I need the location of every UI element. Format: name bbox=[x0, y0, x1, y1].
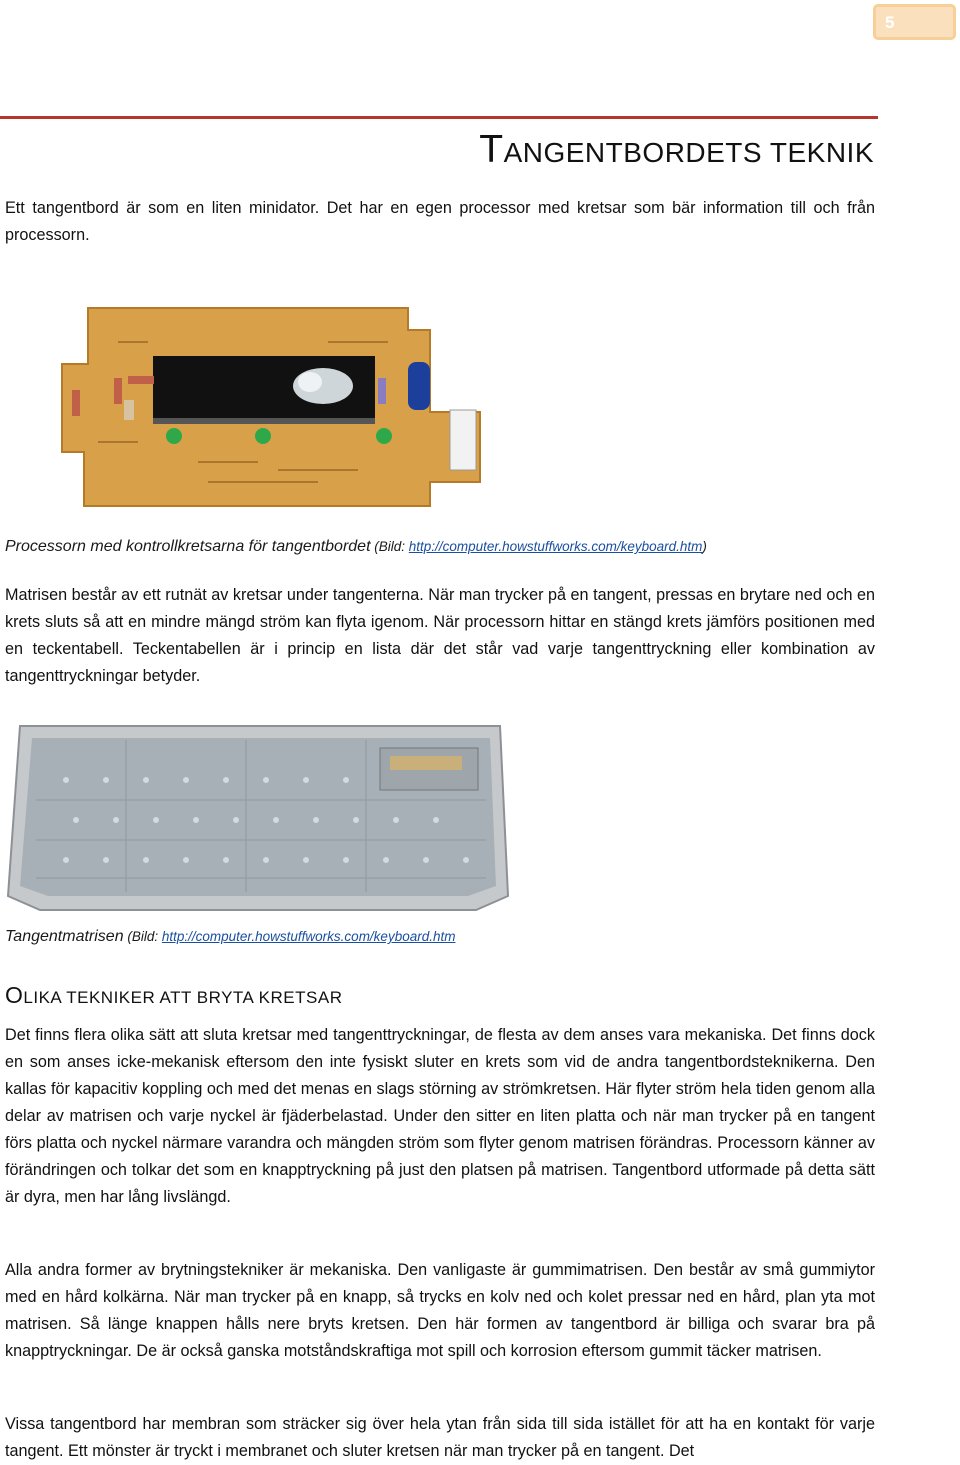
section-heading bbox=[5, 982, 342, 1009]
section-heading-rest: LIKA TEKNIKER ATT BRYTA KRETSAR bbox=[23, 988, 343, 1007]
figure-1-caption bbox=[5, 538, 707, 556]
page-title bbox=[479, 128, 874, 172]
keyboard-matrix-image bbox=[6, 720, 510, 916]
page-number-badge bbox=[873, 4, 956, 40]
keyboard-controller-board-image bbox=[58, 302, 488, 512]
matrix-paragraph: Matrisen består av ett rutnät av kretsar under tangenterna. När man trycker på en tangent, pressas en brytare ned och en krets sluts så att en mindre mängd ström kan flyta igenom. När processorn hittar en stängd krets jämförs positionen med en teckentabell. Teckentabellen är i princip en lista där det står vad varje tangenttryckning eller kombination av tangenttryckningar betyder. bbox=[5, 586, 875, 685]
section-heading-initial: O bbox=[5, 982, 24, 1008]
figure-2-source-prefix: (Bild: bbox=[123, 929, 162, 944]
figure-2-source-link[interactable]: http://computer.howstuffworks.com/keyboard.htm bbox=[161, 929, 456, 944]
capacitive-paragraph: Det finns flera olika sätt att sluta kretsar med tangenttryckningar, de flesta av dem anses vara mekaniska. Det finns dock en som anses icke-mekanisk eftersom den inte fysiskt sluter en krets som vid de andra tangentbordsteknikerna. Den kallas för kapacitiv koppling och med det menas en slags störning av strömkretsen. Här flyter ström hela tiden genom alla delar av matrisen och varje nyckel är fjäderbelastad. Under den sitter en liten platta och när man trycker på en tangent förs platta och nyckel närmare varandra och mängden ström som flyter genom matrisen förändras. Processorn känner av förändringen och tolkar det som en knapptryckning på just den platsen på matrisen. Tangentbord utformade på detta sätt är dyra, men har lång livslängd. bbox=[5, 1026, 875, 1206]
figure-1-caption-text: Processorn med kontrollkretsarna för tangentbordet bbox=[5, 538, 371, 555]
header-rule bbox=[0, 116, 878, 119]
figure-1-source-link[interactable]: http://computer.howstuffworks.com/keyboard.htm bbox=[408, 539, 703, 554]
intro-paragraph: Ett tangentbord är som en liten minidator. Det har en egen processor med kretsar som bär information till och från processorn. bbox=[5, 199, 875, 244]
rubber-dome-paragraph: Alla andra former av brytningstekniker är mekaniska. Den vanligaste är gummimatrisen. Den består av små gummiytor med en hård kolkärna. När man trycker på en knapp, så trycks en kolv ned och kolet pressar ned en hård, plan yta mot matrisen. Så länge knappen hålls nere bryts kretsen. Den här formen av tangentbord är billiga och svarar bra på knapptryckningar. De är också ganska motståndskraftiga mot spill och korrosion eftersom gummit täcker matrisen. bbox=[5, 1261, 875, 1360]
figure-2-caption-text: Tangentmatrisen bbox=[5, 928, 124, 945]
figure-1-source-prefix: (Bild: bbox=[370, 539, 409, 554]
title-initial: T bbox=[479, 128, 504, 171]
membrane-paragraph: Vissa tangentbord har membran som sträcker sig över hela ytan från sida till sida istället för att ha en kontakt för varje tangent. Ett mönster är tryckt i membranet och sluter kretsen när man trycker på en tangent. Det bbox=[5, 1415, 875, 1460]
figure-2-caption bbox=[5, 928, 455, 946]
page-number: 5 bbox=[885, 13, 895, 32]
title-rest: ANGENTBORDETS TEKNIK bbox=[503, 137, 874, 168]
figure-1-source-suffix: ) bbox=[702, 539, 707, 554]
